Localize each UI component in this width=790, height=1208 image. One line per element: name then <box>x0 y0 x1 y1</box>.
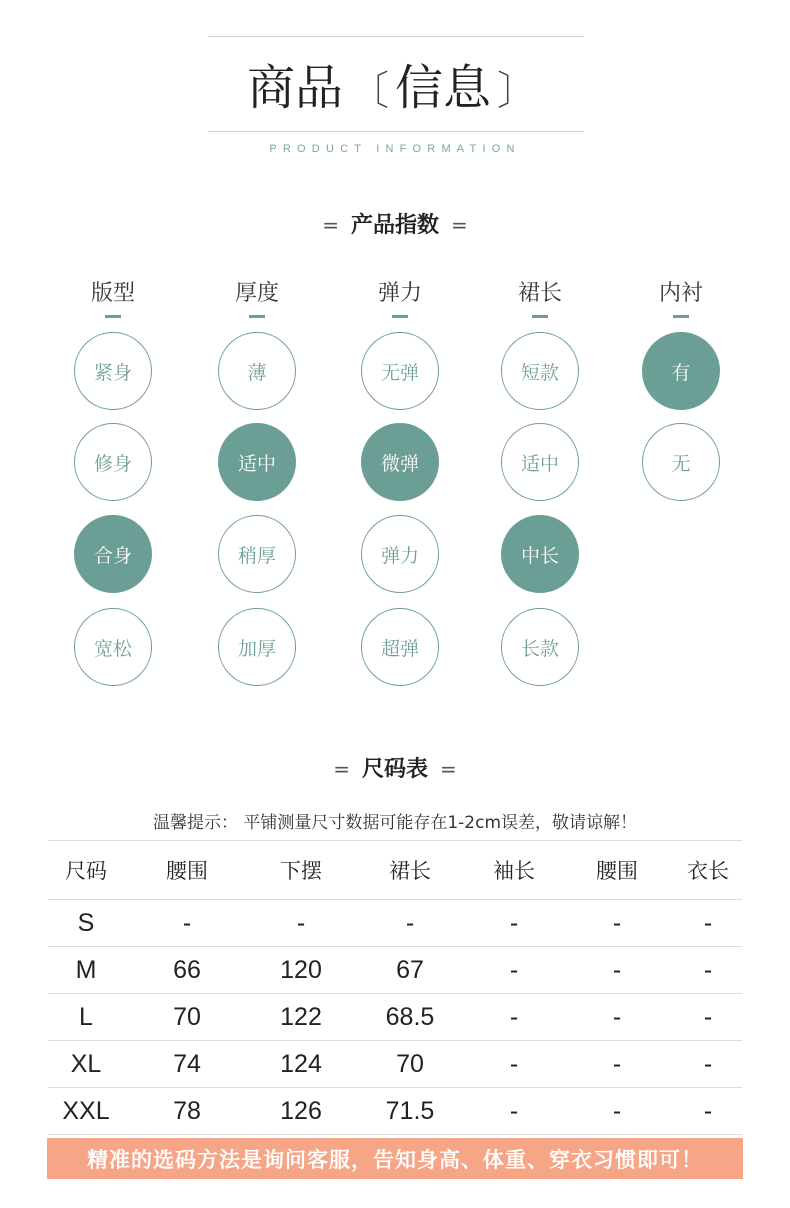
size-table-cell: - <box>468 1088 560 1135</box>
index-option: 适中 <box>501 423 579 501</box>
index-option: 短款 <box>501 332 579 410</box>
index-option-selected: 微弹 <box>361 423 439 501</box>
size-table-cell: 124 <box>250 1041 352 1088</box>
size-table-header <box>48 841 742 900</box>
size-table-cell: - <box>560 947 674 994</box>
size-table-header-cell: 尺码 <box>48 841 124 900</box>
size-table-header-cell: 腰围 <box>560 841 674 900</box>
table-row <box>48 1041 742 1088</box>
product-index-title <box>0 208 790 239</box>
size-chart-title <box>0 752 790 783</box>
size-table-cell: S <box>48 900 124 947</box>
index-option-selected: 合身 <box>74 515 152 593</box>
index-option: 长款 <box>501 608 579 686</box>
index-column-header <box>631 276 731 318</box>
index-column-header <box>207 276 307 318</box>
index-option-selected: 中长 <box>501 515 579 593</box>
index-column-header <box>490 276 590 318</box>
size-table-cell: - <box>468 994 560 1041</box>
table-row <box>48 1088 742 1135</box>
title-divider-bottom <box>208 131 584 132</box>
size-table-cell: XL <box>48 1041 124 1088</box>
size-table-header-cell: 裙长 <box>352 841 468 900</box>
size-table-cell: XXL <box>48 1088 124 1135</box>
size-table-cell: - <box>250 900 352 947</box>
size-table-cell: 68.5 <box>352 994 468 1041</box>
size-table-cell: - <box>674 947 742 994</box>
size-table-cell: 78 <box>124 1088 250 1135</box>
index-column-underline <box>673 315 689 318</box>
index-option: 无弹 <box>361 332 439 410</box>
size-table <box>48 840 742 1135</box>
size-table-cell: 71.5 <box>352 1088 468 1135</box>
index-option: 修身 <box>74 423 152 501</box>
bracket-close: 〕 <box>497 68 538 114</box>
eq-right: = <box>451 213 468 237</box>
size-table-cell: - <box>352 900 468 947</box>
index-option-selected: 适中 <box>218 423 296 501</box>
table-row <box>48 994 742 1041</box>
index-column-header <box>350 276 450 318</box>
table-row <box>48 947 742 994</box>
size-table-cell: 126 <box>250 1088 352 1135</box>
index-option: 弹力 <box>361 515 439 593</box>
table-row <box>48 900 742 947</box>
index-column-underline <box>105 315 121 318</box>
size-table-cell: - <box>674 900 742 947</box>
eq-left: = <box>333 757 350 781</box>
sizing-advice-banner: 精准的选码方法是询问客服，告知身高、体重、穿衣习惯即可！ <box>47 1138 743 1179</box>
size-table-cell: - <box>468 900 560 947</box>
size-chart-label: 尺码表 <box>361 757 428 782</box>
index-column-label: 内衬 <box>658 281 703 306</box>
index-column-label: 裙长 <box>517 281 562 306</box>
index-column-label: 版型 <box>90 281 135 306</box>
size-table-cell: M <box>48 947 124 994</box>
eq-right: = <box>440 757 457 781</box>
size-table-cell: - <box>468 947 560 994</box>
index-option: 宽松 <box>74 608 152 686</box>
size-table-cell: 67 <box>352 947 468 994</box>
size-table-cell: - <box>674 1041 742 1088</box>
index-column-underline <box>249 315 265 318</box>
size-table-cell: 120 <box>250 947 352 994</box>
index-option: 超弹 <box>361 608 439 686</box>
size-table-cell: 66 <box>124 947 250 994</box>
index-option-selected: 有 <box>642 332 720 410</box>
size-table-cell: - <box>468 1041 560 1088</box>
title-right: 信息 <box>395 60 492 116</box>
eq-left: = <box>322 213 339 237</box>
size-table-cell: - <box>560 1088 674 1135</box>
measurement-tip: 温馨提示： 平铺测量尺寸数据可能存在1-2cm误差，敬请谅解！ <box>152 813 638 833</box>
index-option: 加厚 <box>218 608 296 686</box>
size-table-cell: L <box>48 994 124 1041</box>
index-option: 无 <box>642 423 720 501</box>
index-option: 稍厚 <box>218 515 296 593</box>
size-table-cell: 70 <box>352 1041 468 1088</box>
product-index-label: 产品指数 <box>350 213 439 238</box>
size-table-cell: 74 <box>124 1041 250 1088</box>
index-column-label: 弹力 <box>377 281 422 306</box>
size-table-header-cell: 腰围 <box>124 841 250 900</box>
page-title <box>0 58 790 121</box>
index-option: 薄 <box>218 332 296 410</box>
title-divider-top <box>208 36 584 37</box>
size-table-cell: - <box>674 1088 742 1135</box>
size-table-cell: - <box>560 900 674 947</box>
size-table-header-cell: 衣长 <box>674 841 742 900</box>
size-table-cell: - <box>560 994 674 1041</box>
index-column-underline <box>532 315 548 318</box>
size-table-cell: 70 <box>124 994 250 1041</box>
title-left: 商品 <box>246 60 343 116</box>
bracket-open: 〔 <box>349 68 389 114</box>
page-subtitle: PRODUCT INFORMATION <box>269 143 521 155</box>
size-table-cell: - <box>124 900 250 947</box>
index-column-label: 厚度 <box>234 281 279 306</box>
index-column-header <box>63 276 163 318</box>
index-column-underline <box>392 315 408 318</box>
size-table-header-cell: 袖长 <box>468 841 560 900</box>
size-table-cell: 122 <box>250 994 352 1041</box>
index-option: 紧身 <box>74 332 152 410</box>
size-table-body <box>48 900 742 1135</box>
size-table-cell: - <box>560 1041 674 1088</box>
size-table-cell: - <box>674 994 742 1041</box>
size-table-header-cell: 下摆 <box>250 841 352 900</box>
